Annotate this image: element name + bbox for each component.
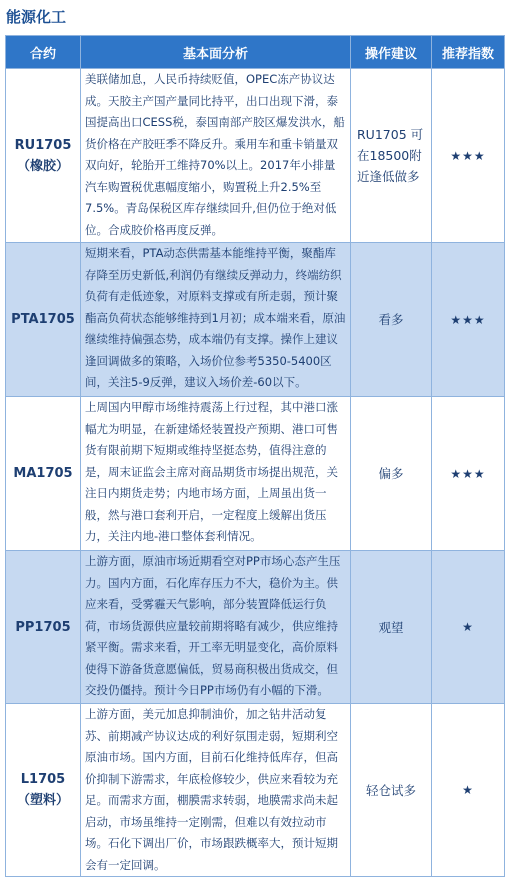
header-analysis: 基本面分析 <box>81 36 351 69</box>
rating-stars: ★★★ <box>432 397 505 551</box>
contract-cell <box>6 551 81 704</box>
contract-code: L1705 <box>20 772 66 787</box>
table-row <box>6 69 505 243</box>
advice-cell: 轻仓试多 <box>351 704 432 877</box>
advice-cell: 看多 <box>351 243 432 397</box>
contract-product: （橡胶） <box>16 158 69 174</box>
advice-cell: RU1705 可在18500附近逢低做多 <box>351 69 432 243</box>
table-header-row <box>6 36 505 69</box>
contract-product: （塑料） <box>16 793 69 808</box>
analysis-cell: 美联储加息，人民币持续贬值，OPEC冻产协议达成。天胶主产国产量同比持平，出口出现下滑，泰国提高出口CESS税，泰国南部产胶区爆发洪水，船货价格在产胶旺季不降反升。乘用车和重卡销量双双向好，轮胎开工维持70%以上。2017年小排量汽车购置税优惠幅度缩小，购置税上升2.5%至7.5%。青岛保税区库存继续回升,但仍位于绝对低位。合成胶价格再度反弹。 <box>81 69 351 243</box>
analysis-cell: 短期来看，PTA动态供需基本能维持平衡，聚酯库存降至历史新低,利润仍有继续反弹动力，终端纺织负荷有走低迹象，对原料支撑或有所走弱，预计聚酯高负荷状态能够维持到1月初；成本端来看，原油继续维持偏强态势，成本端仍有支撑。操作上建议逢回调做多的策略，入场价位参考5350-5400区间，关注5-9反弹，建议入场价差-60以下。 <box>81 243 351 397</box>
analysis-cell: 上游方面，美元加息抑制油价，加之钻井活动复苏、前期减产协议达成的利好氛围走弱，短期利空原油市场。国内方面，目前石化维持低库存，但高价抑制下游需求，年底检修较少，供应来看较为充足。而需求方面，棚膜需求转弱，地膜需求尚未起启动，市场虽维持一定刚需，但难以有效拉动市场。石化下调出厂价，市场跟跌概率大，预计短期会有一定回调。 <box>81 704 351 877</box>
contract-cell <box>6 243 81 397</box>
rating-stars: ★★★ <box>432 243 505 397</box>
header-advice: 操作建议 <box>351 36 432 69</box>
contract-cell <box>6 704 81 877</box>
advice-cell: 观望 <box>351 551 432 704</box>
contract-code: MA1705 <box>13 466 73 481</box>
analysis-cell: 上周国内甲醇市场维持震荡上行过程，其中港口涨幅尤为明显，在新建烯烃装置投产预期、港口可售货有限前期下短期或维持坚挺态势，值得注意的是，周末证监会主席对商品期货市场提出规范，关注日内期货走势；内地市场方面，上周虽出货一般，然与港口套利开启，一定程度上缓解出货压力，关注内地-港口整体套利情况。 <box>81 397 351 551</box>
contract-code: PP1705 <box>15 619 71 635</box>
table-row <box>6 551 505 704</box>
table-row <box>6 397 505 551</box>
strategy-table <box>5 35 505 877</box>
header-rating: 推荐指数 <box>432 36 505 69</box>
section-title: 能源化工 <box>6 8 67 26</box>
rating-stars: ★ <box>432 551 505 704</box>
advice-cell: 偏多 <box>351 397 432 551</box>
contract-code: PTA1705 <box>11 312 75 327</box>
rating-stars: ★ <box>432 704 505 877</box>
rating-stars: ★★★ <box>432 69 505 243</box>
header-contract: 合约 <box>6 36 81 69</box>
contract-code: RU1705 <box>14 137 72 153</box>
table-row <box>6 704 505 877</box>
analysis-cell: 上游方面，原油市场近期看空对PP市场心态产生压力。国内方面，石化库存压力不大，稳价为主。供应来看，受雾霾天气影响，部分装置降低运行负荷，市场货源供应量较前期将略有减少，供应维持紧平衡。需求来看，开工率无明显变化，高价原料使得下游备货意愿偏低，贸易商积极出货成交，但交投仍僵持。预计今日PP市场仍有小幅的下滑。 <box>81 551 351 704</box>
table-row <box>6 243 505 397</box>
contract-cell <box>6 69 81 243</box>
contract-cell <box>6 397 81 551</box>
